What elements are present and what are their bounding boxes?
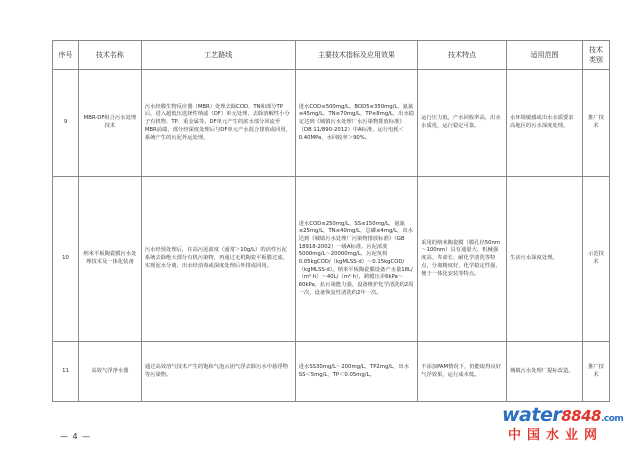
- row-tech-name: 高效气浮净水器: [79, 342, 142, 402]
- row-features: 运行压力低，产水回收率高，出水水质优，运行稳定可靠。: [418, 70, 507, 177]
- row-performance: 进水COD≤500mg/L，BOD5≤350mg/L，氨氮≤45mg/L，TN≤70mg/L，TP≤8mg/L，出水稳定达到《城镇污水处理厂水污染物排放标准》（DB 11/890-2012）中A标准，运行电耗＜0.40MPa，水回收率＞90%。: [295, 70, 417, 177]
- row-route: 通过高效溶气技术产生的饱和气泡云团气浮去除污水中悬浮物等污染物。: [141, 342, 295, 402]
- row-category: 推广技术: [582, 70, 609, 177]
- header-performance: 主要技术指标及应用效果: [295, 41, 417, 70]
- site-logo[interactable]: [502, 404, 626, 448]
- header-no: 序号: [53, 41, 79, 70]
- header-category: 技术类别: [582, 41, 609, 70]
- header-name: 技术名称: [79, 41, 142, 70]
- row-scope: 城镇污水处理厂提标改造。: [507, 342, 583, 402]
- header-scope: 适用范围: [507, 41, 583, 70]
- row-no: 10: [53, 177, 79, 342]
- table-row: [53, 177, 610, 342]
- header-route: 工艺路线: [141, 41, 295, 70]
- row-no: 11: [53, 342, 79, 402]
- row-tech-name: MBR-DF组合污水处理技术: [79, 70, 142, 177]
- row-category: 推广技术: [582, 342, 609, 402]
- row-scope: 生活污水深度处理。: [507, 177, 583, 342]
- row-category: 示范技术: [582, 177, 609, 342]
- logo-chinese-name: 中国水业网: [508, 428, 604, 443]
- row-features: 不添加PAM情况下，仍能取得良好气浮效果，运行成本低。: [418, 342, 507, 402]
- technology-table: [52, 40, 610, 402]
- logo-tld: .com: [600, 414, 624, 424]
- row-route: 污水经预处理后，在高污泥浓度（通常＞10g/L）的活性污泥系统去除绝大部分有机污染物，再通过无机陶瓷平板膜过滤，实现泥水分离，出水经消毒或深度处理后外排或回用。: [141, 177, 295, 342]
- row-performance: 进水SS30mg/L～200mg/L、TP2mg/L，出水SS＜5mg/L、TP＜0.05mg/L。: [295, 342, 417, 402]
- table-header-row: [53, 41, 610, 70]
- row-no: 9: [53, 70, 79, 177]
- table-row: [53, 342, 610, 402]
- logo-word: water: [502, 404, 562, 426]
- row-route: 污水经膜生物反应器（MBR）处理去除COD、TN和部分TP后，进入超低压选择性纳滤（DF）单元处理，去除溶解性小分子有机物、TP、重金属等。DF单元产生的浓水部分回流至MBR前端，部分经深度处理后与DF单元产水混合排放或回用，系统产生的污泥外运处理。: [141, 70, 295, 177]
- row-performance: 进水COD≤250mg/L，SS≤150mg/L，氨氮≤25mg/L，TN≤40mg/L，总磷≤4mg/L，出水达到《城镇污水处理厂污染物排放标准》（GB 18918-2002）一级A标准。污泥浓度5000mg/L～20000mg/L，污泥负荷0.05kgCOD/（kgMLSS·d）～0.15kgCOD/（kgMLSS·d）。纳米平板陶瓷膜设备产水量18L/（m²·h）～40L/（m²·h），跨膜压差6kPa～60kPa，抗污染能力强，设备维护化学清洗约2周一次，设备恢复性清洗约2年一次。: [295, 177, 417, 342]
- row-tech-name: 纳米平板陶瓷膜污水处理技术及一体化装备: [79, 177, 142, 342]
- header-features: 技术特点: [418, 41, 507, 70]
- row-features: 采用的纳米陶瓷膜（膜孔径50nm～100nm）具有通量大、机械强度高、寿命长、耐化学清洗等特点，分离精度好，化学稳定性强，便于一体化安装等特点。: [418, 177, 507, 342]
- logo-wordmark: [502, 404, 626, 426]
- row-scope: 水环境敏感或出水水质要求高地区的污水深度处理。: [507, 70, 583, 177]
- page-number: — 4 —: [60, 432, 92, 441]
- table-row: [53, 70, 610, 177]
- logo-number: 8848: [561, 407, 601, 425]
